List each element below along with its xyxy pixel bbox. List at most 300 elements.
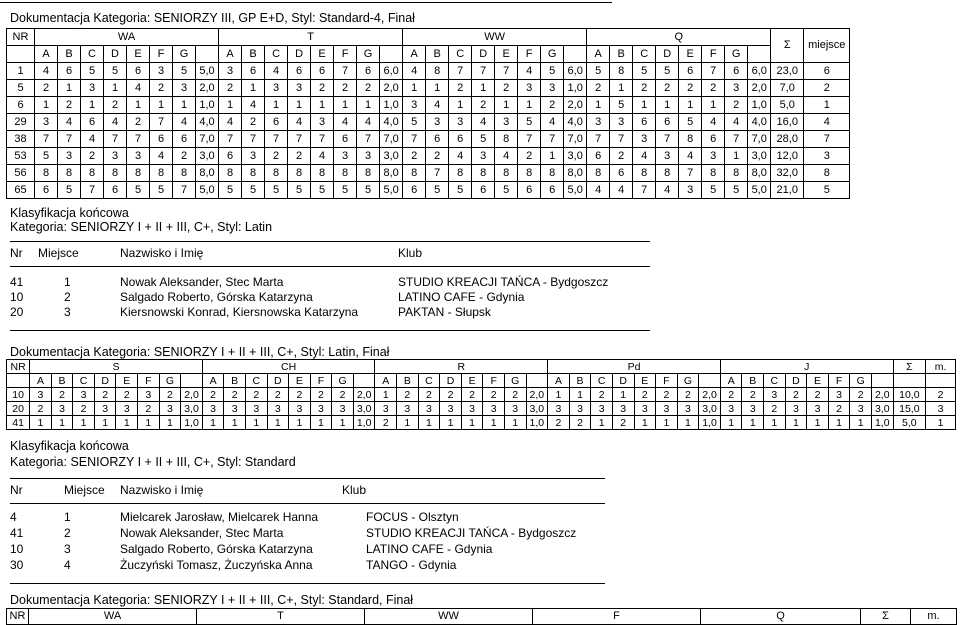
table-cell: 5 xyxy=(403,114,426,131)
table-cell: 1 xyxy=(702,97,725,114)
table-cell: 4,0 xyxy=(564,114,587,131)
table-cell: 7,0 xyxy=(771,80,804,97)
table-cell: 3,0 xyxy=(526,402,548,416)
table-cell: 1 xyxy=(224,416,246,430)
table-cell: 8 xyxy=(495,131,518,148)
table-cell: 5 xyxy=(288,182,311,199)
judge-letter-cell: D xyxy=(104,46,127,63)
table-row xyxy=(7,80,850,97)
table-cell: 1 xyxy=(804,97,850,114)
result-nr: 30 xyxy=(10,558,24,572)
table-cell: 3 xyxy=(677,402,699,416)
table-cell: 5 xyxy=(633,63,656,80)
table-cell: 3 xyxy=(807,402,829,416)
table-cell: 53 xyxy=(7,148,35,165)
table-cell: 2,0 xyxy=(380,80,403,97)
judge-letter-cell: A xyxy=(587,46,610,63)
table-cell: 7,0 xyxy=(380,131,403,148)
table-cell: 2 xyxy=(311,80,334,97)
table-cell: 3 xyxy=(587,114,610,131)
table-cell: 3 xyxy=(332,402,354,416)
sec1-results-table xyxy=(6,28,850,199)
table-cell: 3 xyxy=(483,402,505,416)
table-cell: 7 xyxy=(587,131,610,148)
judge-letter-cell: F xyxy=(483,374,505,388)
table-cell: 2 xyxy=(495,80,518,97)
judge-letter-cell: E xyxy=(495,46,518,63)
table-cell: 1 xyxy=(426,80,449,97)
table-cell: 5,0 xyxy=(196,63,219,80)
table-cell: 3 xyxy=(548,402,570,416)
table-cell: 8 xyxy=(357,165,380,182)
table-cell: 3 xyxy=(173,80,196,97)
table-cell: 2 xyxy=(472,97,495,114)
table-cell: 2 xyxy=(504,388,526,402)
header-cell-empty xyxy=(526,374,548,388)
judge-letter-cell: F xyxy=(518,46,541,63)
table-cell: 20 xyxy=(7,402,30,416)
result-miejsce: 4 xyxy=(64,558,71,572)
table-cell: 6 xyxy=(541,182,564,199)
judge-letter-cell: A xyxy=(720,374,742,388)
result-nazwisko: Nowak Aleksander, Stec Marta xyxy=(120,275,284,289)
table-cell: 7 xyxy=(656,131,679,148)
table-cell: 2 xyxy=(375,416,397,430)
table-cell: 2 xyxy=(73,402,95,416)
judge-letter-cell: B xyxy=(742,374,764,388)
table-cell: 2 xyxy=(403,148,426,165)
table-cell: 4 xyxy=(219,114,242,131)
result-klub: LATINO CAFE - Gdynia xyxy=(398,290,525,304)
header-cell: m. xyxy=(911,609,957,625)
table-cell: 7 xyxy=(633,182,656,199)
judge-letter-cell: A xyxy=(548,374,570,388)
judge-letter-cell: F xyxy=(334,46,357,63)
judge-letter-cell: D xyxy=(440,374,462,388)
table-cell: 2 xyxy=(587,80,610,97)
table-cell: 1 xyxy=(138,416,160,430)
table-cell: 6,0 xyxy=(380,63,403,80)
table-cell: 5,0 xyxy=(196,182,219,199)
table-cell: 4 xyxy=(472,114,495,131)
table-cell: 1 xyxy=(679,97,702,114)
table-cell: 2 xyxy=(742,388,764,402)
judge-letter-cell: B xyxy=(426,46,449,63)
table-cell: 3 xyxy=(127,148,150,165)
result-klub: FOCUS - Olsztyn xyxy=(366,510,459,524)
header-cell-empty xyxy=(380,46,403,63)
letters-row xyxy=(7,46,850,63)
table-cell: 8 xyxy=(656,165,679,182)
table-cell: 7 xyxy=(541,131,564,148)
table-cell: 32,0 xyxy=(771,165,804,182)
table-cell: 1 xyxy=(116,416,138,430)
judge-letter-cell: B xyxy=(51,374,73,388)
table-cell: 3 xyxy=(610,114,633,131)
table-cell: 2 xyxy=(483,388,505,402)
table-cell: 4 xyxy=(357,114,380,131)
table-cell: 1 xyxy=(449,97,472,114)
table-cell: 1,0 xyxy=(526,416,548,430)
table-cell: 3,0 xyxy=(871,402,893,416)
table-cell: 1 xyxy=(310,416,332,430)
table-cell: 1 xyxy=(242,80,265,97)
klas1-subtitle: Kategoria: SENIORZY I + II + III, C+, Styl: Latin xyxy=(10,220,273,234)
judge-letter-cell: A xyxy=(219,46,242,63)
header-cell-empty xyxy=(353,374,375,388)
result-nazwisko: Nowak Aleksander, Stec Marta xyxy=(120,526,284,540)
table-cell: 2 xyxy=(150,80,173,97)
table-cell: 4 xyxy=(58,114,81,131)
table-cell: 3,0 xyxy=(699,402,721,416)
table-cell: 4 xyxy=(725,114,748,131)
table-cell: 3 xyxy=(375,402,397,416)
header-cell: NR xyxy=(7,609,29,625)
table-cell: 6 xyxy=(150,131,173,148)
table-cell: 1 xyxy=(265,97,288,114)
sec2-caption: Dokumentacja Kategoria: SENIORZY I + II + III, C+, Styl: Latin, Finał xyxy=(10,345,390,359)
header-cell-sum: Σ xyxy=(771,29,804,63)
table-cell: 1 xyxy=(94,416,116,430)
table-cell: 3 xyxy=(202,402,224,416)
judge-letter-cell: D xyxy=(656,46,679,63)
result-nazwisko: Salgado Roberto, Górska Katarzyna xyxy=(120,290,313,304)
table-cell: 2 xyxy=(242,114,265,131)
table-cell: 4 xyxy=(449,148,472,165)
table-row xyxy=(7,182,850,199)
table-cell: 3 xyxy=(591,402,613,416)
table-cell: 2 xyxy=(357,80,380,97)
table-cell: 7 xyxy=(173,182,196,199)
table-cell: 56 xyxy=(7,165,35,182)
table-cell: 5 xyxy=(219,182,242,199)
table-cell: 1 xyxy=(725,148,748,165)
table-cell: 3 xyxy=(656,148,679,165)
table-cell: 6 xyxy=(7,97,35,114)
table-cell: 5 xyxy=(679,114,702,131)
table-cell: 6,0 xyxy=(748,63,771,80)
table-cell: 5 xyxy=(127,182,150,199)
header-cell-empty xyxy=(893,374,926,388)
table-cell: 8 xyxy=(449,165,472,182)
klas1-header-miejsce: Miejsce xyxy=(38,246,79,260)
sec3-results-table xyxy=(6,608,957,625)
table-cell: 3 xyxy=(357,148,380,165)
table-cell: 6 xyxy=(633,114,656,131)
table-cell: 5 xyxy=(58,182,81,199)
table-cell: 2 xyxy=(633,80,656,97)
header-cell-empty xyxy=(748,46,771,63)
table-cell: 1,0 xyxy=(748,97,771,114)
table-cell: 1,0 xyxy=(181,416,203,430)
judge-letter-cell: A xyxy=(35,46,58,63)
table-cell: 2 xyxy=(926,388,956,402)
table-cell: 2 xyxy=(828,402,850,416)
table-cell: 7 xyxy=(219,131,242,148)
table-row xyxy=(7,416,956,430)
table-cell: 8 xyxy=(219,165,242,182)
table-cell: 2,0 xyxy=(181,388,203,402)
result-nazwisko: Salgado Roberto, Górska Katarzyna xyxy=(120,542,313,556)
table-row xyxy=(7,63,850,80)
judge-letter-cell: G xyxy=(541,46,564,63)
judge-letter-cell: D xyxy=(472,46,495,63)
table-cell: 5,0 xyxy=(893,416,926,430)
klas2-rule-bottom xyxy=(10,583,605,584)
judge-letter-cell: F xyxy=(310,374,332,388)
table-cell: 3 xyxy=(245,402,267,416)
table-cell: 3 xyxy=(633,131,656,148)
table-cell: 6 xyxy=(334,131,357,148)
table-cell: 3 xyxy=(702,148,725,165)
table-cell: 1 xyxy=(127,97,150,114)
table-cell: 8 xyxy=(518,165,541,182)
table-cell: 2 xyxy=(310,388,332,402)
table-cell: 3 xyxy=(504,402,526,416)
table-cell: 3 xyxy=(804,148,850,165)
table-cell: 8,0 xyxy=(564,165,587,182)
judge-letter-cell: E xyxy=(679,46,702,63)
table-cell: 2 xyxy=(288,148,311,165)
table-cell: 1 xyxy=(742,416,764,430)
table-cell: 7 xyxy=(725,131,748,148)
judge-letter-cell: F xyxy=(150,46,173,63)
table-cell: 1 xyxy=(587,97,610,114)
table-cell: 2 xyxy=(51,388,73,402)
judge-letter-cell: A xyxy=(375,374,397,388)
table-cell: 5 xyxy=(656,63,679,80)
table-cell: 2 xyxy=(612,416,634,430)
table-cell: 6 xyxy=(242,63,265,80)
table-cell: 2,0 xyxy=(871,388,893,402)
table-cell: 8 xyxy=(242,165,265,182)
table-cell: 1 xyxy=(926,416,956,430)
table-cell: 1 xyxy=(30,416,52,430)
table-cell: 7 xyxy=(81,182,104,199)
table-cell: 5 xyxy=(426,182,449,199)
table-cell: 2 xyxy=(426,148,449,165)
table-cell: 1 xyxy=(720,416,742,430)
table-cell: 2,0 xyxy=(526,388,548,402)
table-cell: 1 xyxy=(764,416,786,430)
table-cell: 6 xyxy=(58,63,81,80)
table-cell: 2 xyxy=(58,97,81,114)
header-cell-dance: J xyxy=(720,360,893,374)
klas2-header-klub: Klub xyxy=(342,483,367,497)
table-cell: 2 xyxy=(569,416,591,430)
table-cell: 10,0 xyxy=(893,388,926,402)
table-cell: 3 xyxy=(94,402,116,416)
table-cell: 8 xyxy=(495,165,518,182)
table-cell: 3 xyxy=(725,80,748,97)
table-cell: 1 xyxy=(472,80,495,97)
table-cell: 6 xyxy=(311,63,334,80)
table-cell: 1,0 xyxy=(871,416,893,430)
table-cell: 3 xyxy=(224,402,246,416)
table-cell: 4 xyxy=(35,63,58,80)
header-cell-judge: T xyxy=(219,29,403,46)
table-cell: 7 xyxy=(150,114,173,131)
top-rule xyxy=(0,2,612,3)
header-cell-empty xyxy=(181,374,203,388)
header-cell-dance: S xyxy=(30,360,203,374)
table-cell: 3 xyxy=(58,148,81,165)
table-cell: 7 xyxy=(58,131,81,148)
table-cell: 3 xyxy=(267,402,289,416)
result-nr: 41 xyxy=(10,526,24,540)
table-cell: 6 xyxy=(449,131,472,148)
table-cell: 7 xyxy=(35,131,58,148)
table-cell: 7 xyxy=(679,165,702,182)
table-cell: 2 xyxy=(804,80,850,97)
table-cell: 2 xyxy=(418,388,440,402)
table-cell: 8 xyxy=(265,165,288,182)
table-cell: 3 xyxy=(104,148,127,165)
table-cell: 8 xyxy=(610,63,633,80)
table-cell: 1 xyxy=(656,416,678,430)
table-cell: 6 xyxy=(104,182,127,199)
table-cell: 7 xyxy=(426,165,449,182)
table-cell: 4 xyxy=(633,148,656,165)
table-cell: 3 xyxy=(612,402,634,416)
header-cell-judge: Q xyxy=(587,29,771,46)
table-cell: 2 xyxy=(461,388,483,402)
header-cell-sum: Σ xyxy=(893,360,926,374)
sec1-caption: Dokumentacja Kategoria: SENIORZY III, GP E+D, Styl: Standard-4, Finał xyxy=(10,11,415,25)
table-cell: 6 xyxy=(35,182,58,199)
table-cell: 5 xyxy=(804,182,850,199)
table-cell: 7 xyxy=(449,63,472,80)
table-cell: 5 xyxy=(610,97,633,114)
table-cell: 7 xyxy=(472,63,495,80)
table-cell: 3 xyxy=(656,402,678,416)
table-cell: 2 xyxy=(591,388,613,402)
table-cell: 4 xyxy=(288,114,311,131)
table-cell: 4,0 xyxy=(748,114,771,131)
result-nazwisko: Mielcarek Jarosław, Mielcarek Hanna xyxy=(120,510,319,524)
table-cell: 5 xyxy=(518,114,541,131)
table-row xyxy=(7,165,850,182)
table-cell: 3 xyxy=(634,402,656,416)
table-row xyxy=(7,402,956,416)
table-cell: 1 xyxy=(334,97,357,114)
table-cell: 3 xyxy=(311,114,334,131)
table-cell: 6 xyxy=(518,182,541,199)
table-cell: 2 xyxy=(127,114,150,131)
table-cell: 3 xyxy=(785,402,807,416)
table-cell: 28,0 xyxy=(771,131,804,148)
table-cell: 1 xyxy=(219,97,242,114)
table-cell: 1 xyxy=(634,416,656,430)
table-cell: 2 xyxy=(30,402,52,416)
header-cell-empty xyxy=(7,374,30,388)
table-cell: 2 xyxy=(785,388,807,402)
result-miejsce: 1 xyxy=(64,275,71,289)
klas2-rule-top xyxy=(10,478,605,479)
table-cell: 7 xyxy=(104,131,127,148)
table-cell: 5 xyxy=(725,182,748,199)
judge-letter-cell: E xyxy=(116,374,138,388)
table-cell: 8 xyxy=(104,165,127,182)
table-cell: 5 xyxy=(495,182,518,199)
header-row xyxy=(7,360,956,374)
header-cell-empty xyxy=(196,46,219,63)
table-cell: 3 xyxy=(764,388,786,402)
table-cell: 2,0 xyxy=(353,388,375,402)
table-cell: 8 xyxy=(403,165,426,182)
table-cell: 4 xyxy=(403,63,426,80)
judge-letter-cell: G xyxy=(504,374,526,388)
header-cell-empty xyxy=(926,374,956,388)
table-cell: 1 xyxy=(357,97,380,114)
table-row xyxy=(7,388,956,402)
result-nazwisko: Żuczyński Tomasz, Żuczyńska Anna xyxy=(120,558,313,572)
table-cell: 3 xyxy=(35,114,58,131)
judge-letter-cell: C xyxy=(591,374,613,388)
table-cell: 3 xyxy=(288,80,311,97)
table-cell: 21,0 xyxy=(771,182,804,199)
table-cell: 1 xyxy=(35,97,58,114)
klas2-subtitle: Kategoria: SENIORZY I + II + III, C+, Styl: Standard xyxy=(10,455,296,469)
table-cell: 2 xyxy=(138,402,160,416)
result-nr: 10 xyxy=(10,542,24,556)
header-cell: T xyxy=(197,609,365,625)
table-cell: 1 xyxy=(375,388,397,402)
table-cell: 2 xyxy=(656,388,678,402)
judge-letter-cell: G xyxy=(850,374,872,388)
judge-letter-cell: G xyxy=(173,46,196,63)
table-cell: 3 xyxy=(310,402,332,416)
table-cell: 3 xyxy=(461,402,483,416)
table-cell: 2 xyxy=(449,80,472,97)
table-cell: 8 xyxy=(311,165,334,182)
table-cell: 1 xyxy=(173,97,196,114)
table-cell: 7 xyxy=(518,131,541,148)
letters-row xyxy=(7,374,956,388)
table-cell: 2 xyxy=(725,97,748,114)
table-cell: 3 xyxy=(30,388,52,402)
table-cell: 7,0 xyxy=(748,131,771,148)
table-cell: 1 xyxy=(807,416,829,430)
table-cell: 2 xyxy=(173,148,196,165)
header-cell-empty xyxy=(564,46,587,63)
table-cell: 3 xyxy=(159,402,181,416)
table-cell: 2 xyxy=(656,80,679,97)
table-cell: 7 xyxy=(311,131,334,148)
table-cell: 6 xyxy=(357,63,380,80)
table-cell: 23,0 xyxy=(771,63,804,80)
table-cell: 3 xyxy=(397,402,419,416)
judge-letter-cell: E xyxy=(311,46,334,63)
table-cell: 7 xyxy=(403,131,426,148)
table-cell: 1,0 xyxy=(564,80,587,97)
judge-letter-cell: D xyxy=(267,374,289,388)
table-cell: 7 xyxy=(610,131,633,148)
result-klub: PAKTAN - Słupsk xyxy=(398,305,491,319)
table-cell: 4 xyxy=(173,114,196,131)
result-nr: 20 xyxy=(10,305,24,319)
table-cell: 4 xyxy=(242,97,265,114)
table-cell: 3 xyxy=(289,402,311,416)
judge-letter-cell: B xyxy=(242,46,265,63)
table-cell: 8,0 xyxy=(196,165,219,182)
result-miejsce: 2 xyxy=(64,290,71,304)
klas2-rule-mid xyxy=(10,503,605,504)
header-cell-place: m. xyxy=(926,360,956,374)
table-cell: 1 xyxy=(159,416,181,430)
table-cell: 2,0 xyxy=(699,388,721,402)
table-cell: 2 xyxy=(219,80,242,97)
